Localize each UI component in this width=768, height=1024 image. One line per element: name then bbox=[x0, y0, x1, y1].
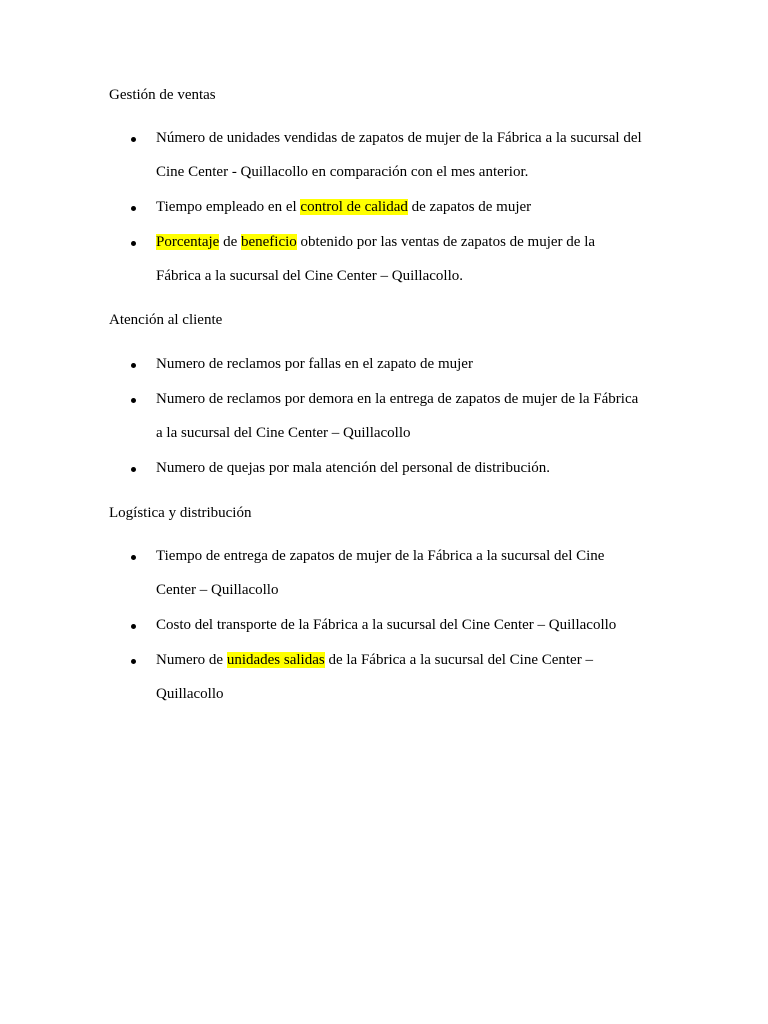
highlighted-text: beneficio bbox=[240, 234, 297, 250]
bullet-icon bbox=[131, 206, 136, 211]
bullet-icon bbox=[131, 659, 136, 664]
list-item-line: Center – Quillacollo bbox=[156, 582, 279, 598]
section-heading-logistica-distribucion: Logística y distribución bbox=[109, 505, 252, 521]
text-segment: Tiempo empleado en el bbox=[156, 199, 301, 215]
bullet-icon bbox=[131, 467, 136, 472]
list-item-line: Tiempo de entrega de zapatos de mujer de la Fábrica a la sucursal del Cine bbox=[156, 548, 605, 564]
bullet-icon bbox=[131, 363, 136, 368]
text-segment: Numero de bbox=[156, 652, 227, 668]
highlighted-text: Porcentaje bbox=[156, 234, 220, 250]
list-item-line bbox=[156, 650, 593, 670]
list-item-line: a la sucursal del Cine Center – Quillacollo bbox=[156, 425, 411, 441]
text-segment: de bbox=[219, 234, 241, 250]
highlighted-text: control de calidad bbox=[300, 199, 408, 215]
list-item-line: Número de unidades vendidas de zapatos de mujer de la Fábrica a la sucursal del bbox=[156, 130, 642, 146]
bullet-icon bbox=[131, 555, 136, 560]
bullet-icon bbox=[131, 624, 136, 629]
text-segment: de zapatos de mujer bbox=[407, 199, 532, 215]
list-item-line: Fábrica a la sucursal del Cine Center – Quillacollo. bbox=[156, 268, 463, 284]
list-item-line: Costo del transporte de la Fábrica a la sucursal del Cine Center – Quillacollo bbox=[156, 617, 617, 633]
list-item-line: Numero de reclamos por fallas en el zapato de mujer bbox=[156, 356, 473, 372]
text-segment: obtenido por las ventas de zapatos de mujer de la bbox=[296, 234, 596, 250]
list-item-line: Cine Center - Quillacollo en comparación con el mes anterior. bbox=[156, 164, 529, 180]
list-item-line: Numero de quejas por mala atención del personal de distribución. bbox=[156, 460, 551, 476]
text-segment: de la Fábrica a la sucursal del Cine Center – bbox=[324, 652, 593, 668]
list-item-line bbox=[156, 197, 531, 217]
list-item-line: Quillacollo bbox=[156, 686, 224, 702]
section-heading-atencion-cliente: Atención al cliente bbox=[109, 312, 223, 328]
bullet-icon bbox=[131, 241, 136, 246]
highlighted-text: unidades salidas bbox=[226, 652, 325, 668]
list-item-line: Numero de reclamos por demora en la entrega de zapatos de mujer de la Fábrica bbox=[156, 391, 639, 407]
bullet-icon bbox=[131, 398, 136, 403]
list-item-line bbox=[156, 232, 595, 252]
section-heading-gestion-ventas: Gestión de ventas bbox=[109, 87, 216, 103]
bullet-icon bbox=[131, 137, 136, 142]
